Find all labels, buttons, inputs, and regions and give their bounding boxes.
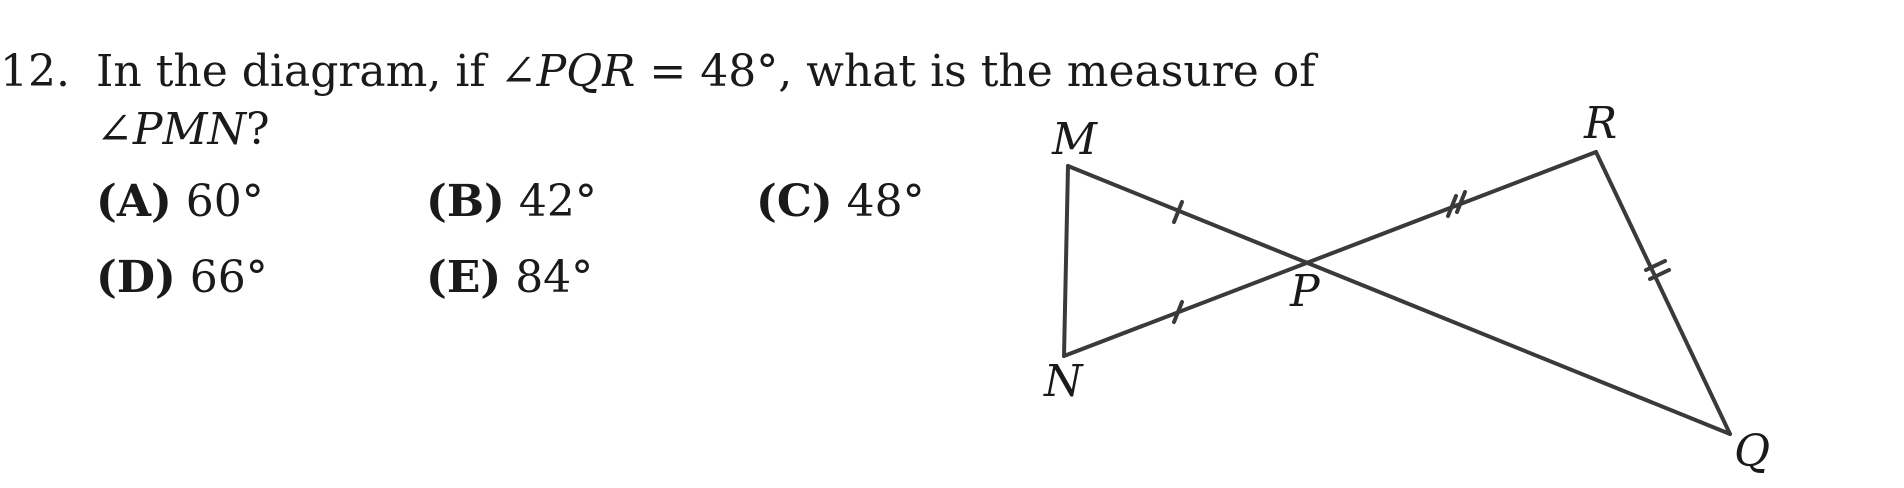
choice-b-label: (B): [426, 176, 505, 227]
choice-c-label: (C): [756, 176, 833, 227]
choice-a-value: 60°: [185, 176, 264, 227]
question-number: 12.: [0, 46, 70, 97]
point-label-p: P: [1290, 266, 1320, 317]
question-intro: In the diagram, if: [96, 46, 500, 97]
choice-e-label: (E): [426, 252, 502, 303]
angle-pmn: ∠PMN: [96, 104, 247, 155]
point-label-r: R: [1584, 98, 1618, 149]
question-mid: , what is the measure of: [778, 46, 1316, 97]
segment-nr: [1064, 152, 1596, 356]
segment-mq: [1068, 166, 1730, 434]
choice-e-value: 84°: [515, 252, 594, 303]
angle-value: = 48°: [635, 46, 779, 97]
segment-rq: [1596, 152, 1730, 434]
segment-mn: [1064, 166, 1068, 356]
choice-a-label: (A): [96, 176, 172, 227]
choice-d-label: (D): [96, 252, 176, 303]
choice-c-value: 48°: [846, 176, 925, 227]
point-label-q: Q: [1734, 426, 1771, 477]
choice-d-value: 66°: [189, 252, 268, 303]
choice-b-value: 42°: [518, 176, 597, 227]
angle-pqr: ∠PQR: [499, 46, 636, 97]
point-label-n: N: [1044, 356, 1083, 407]
question-mark: ?: [246, 104, 270, 155]
point-label-m: M: [1052, 114, 1098, 165]
